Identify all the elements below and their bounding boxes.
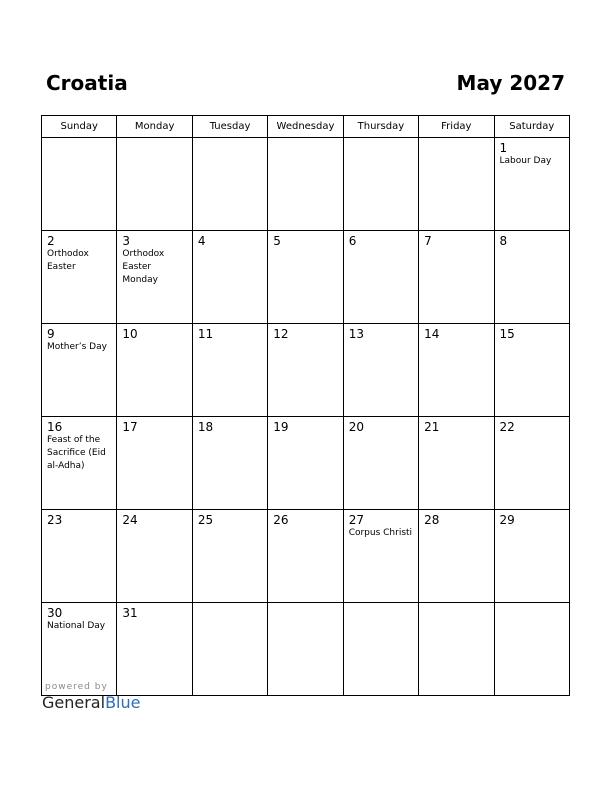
holiday-label: National Day — [47, 621, 106, 631]
day-number: 29 — [499, 513, 515, 527]
day-cell — [42, 231, 117, 324]
day-cell — [419, 510, 494, 603]
day-cell — [419, 603, 494, 696]
day-cell — [343, 231, 418, 324]
holiday-label: Orthodox Easter Monday — [122, 249, 165, 285]
week-row — [42, 324, 570, 417]
day-number: 22 — [499, 420, 515, 434]
day-number: 5 — [273, 234, 281, 248]
day-cell — [494, 417, 569, 510]
day-cell — [268, 231, 343, 324]
day-cell — [494, 603, 569, 696]
day-cell — [343, 138, 418, 231]
brand-blue-text: Blue — [105, 693, 141, 712]
day-cell — [42, 510, 117, 603]
day-cell — [192, 510, 267, 603]
holiday-label: Orthodox Easter — [47, 249, 89, 272]
day-number: 6 — [348, 234, 357, 248]
calendar-grid — [41, 115, 570, 696]
day-number: 4 — [197, 234, 206, 248]
day-number: 31 — [122, 606, 138, 620]
day-number: 7 — [424, 234, 432, 248]
day-cell — [343, 417, 418, 510]
day-number: 19 — [273, 420, 289, 434]
day-number: 11 — [197, 327, 214, 341]
day-cell — [268, 603, 343, 696]
day-cell — [192, 231, 267, 324]
holiday-label: Labour Day — [499, 156, 552, 166]
day-number: 1 — [499, 141, 508, 155]
country-title: Croatia — [46, 71, 128, 95]
day-number: 13 — [348, 327, 364, 341]
day-cell — [117, 231, 192, 324]
month-year-title: May 2027 — [456, 71, 565, 95]
day-cell — [192, 138, 267, 231]
day-number: 9 — [47, 327, 55, 341]
day-cell — [268, 417, 343, 510]
generalblue-logo[interactable] — [42, 693, 140, 712]
day-cell — [268, 510, 343, 603]
day-number: 26 — [273, 513, 289, 527]
day-number: 10 — [122, 327, 138, 341]
day-cell — [494, 510, 569, 603]
week-row — [42, 603, 570, 696]
day-cell — [192, 417, 267, 510]
holiday-label: Corpus Christi — [348, 528, 413, 538]
holiday-label: Feast of the Sacrifice (Eid al-Adha) — [47, 435, 106, 471]
holiday-label: Mother’s Day — [47, 342, 107, 352]
day-cell — [268, 324, 343, 417]
day-number: 20 — [348, 420, 364, 434]
day-number: 30 — [47, 606, 63, 620]
day-cell — [268, 138, 343, 231]
weekday-header: Thursday — [343, 116, 418, 138]
day-number: 15 — [499, 327, 515, 341]
day-cell — [117, 138, 192, 231]
day-cell — [419, 324, 494, 417]
brand-general-text: General — [42, 693, 106, 712]
day-number: 3 — [122, 234, 131, 248]
day-cell — [117, 603, 192, 696]
weekday-header: Monday — [117, 116, 192, 138]
day-cell — [117, 324, 192, 417]
day-number: 21 — [424, 420, 440, 434]
day-number: 18 — [197, 420, 214, 434]
day-cell — [494, 231, 569, 324]
week-row — [42, 231, 570, 324]
day-cell — [343, 603, 418, 696]
day-cell — [192, 324, 267, 417]
day-cell — [419, 417, 494, 510]
day-number: 2 — [47, 234, 55, 248]
day-number: 28 — [424, 513, 440, 527]
day-number: 12 — [273, 327, 289, 341]
day-cell — [419, 231, 494, 324]
day-cell — [42, 138, 117, 231]
day-cell — [343, 510, 418, 603]
weekday-header-row — [42, 116, 570, 138]
weekday-header: Friday — [419, 116, 494, 138]
day-number: 27 — [348, 513, 364, 527]
day-number: 23 — [47, 513, 63, 527]
weekday-header: Sunday — [42, 116, 117, 138]
day-cell — [343, 324, 418, 417]
day-cell — [42, 324, 117, 417]
weekday-header: Wednesday — [268, 116, 343, 138]
day-number: 14 — [424, 327, 440, 341]
day-cell — [494, 324, 569, 417]
day-cell — [192, 603, 267, 696]
day-cell — [117, 510, 192, 603]
day-number: 25 — [197, 513, 214, 527]
day-number: 24 — [122, 513, 138, 527]
weekday-header: Saturday — [494, 116, 569, 138]
week-row — [42, 510, 570, 603]
day-cell — [117, 417, 192, 510]
day-number: 16 — [47, 420, 63, 434]
weekday-header: Tuesday — [192, 116, 267, 138]
day-number: 8 — [499, 234, 508, 248]
week-row — [42, 417, 570, 510]
day-cell — [494, 138, 569, 231]
powered-by-label: powered by — [45, 682, 108, 692]
day-cell — [419, 138, 494, 231]
day-number: 17 — [122, 420, 138, 434]
week-row — [42, 138, 570, 231]
day-cell — [42, 417, 117, 510]
